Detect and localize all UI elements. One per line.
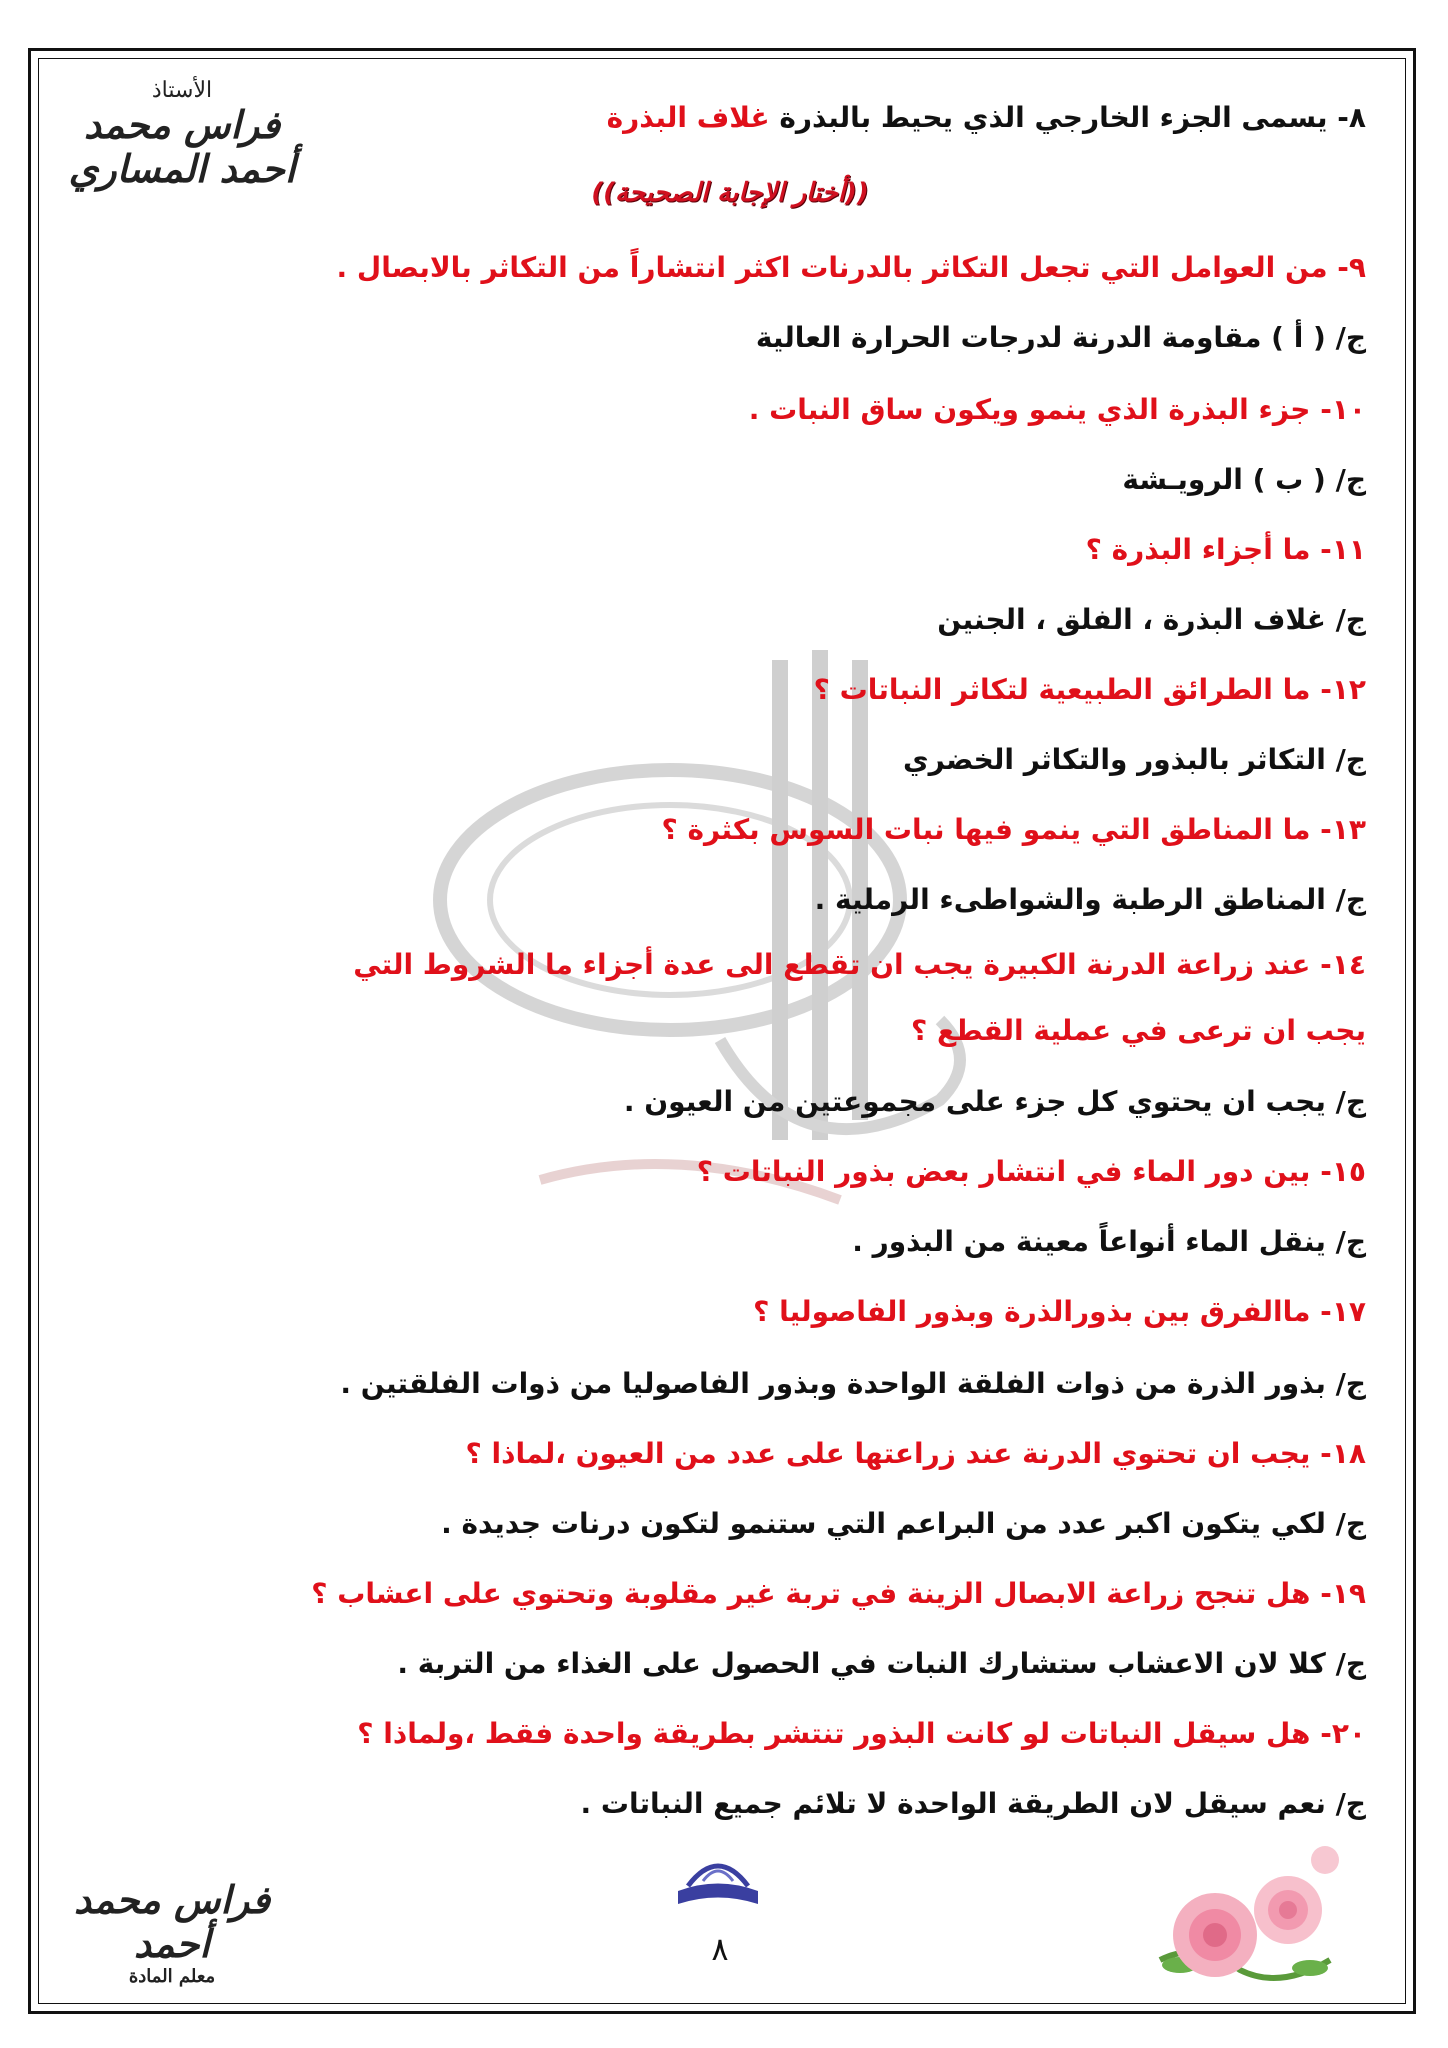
signature-bottom-role: معلم المادة xyxy=(128,1966,216,1987)
signature-top-title: الأستاذ xyxy=(151,78,213,103)
answer-13: ج/ المناطق الرطبة والشواطىء الرملية . xyxy=(814,883,1366,916)
question-8-text: ٨- يسمى الجزء الخارجي الذي يحيط بالبذرة xyxy=(769,101,1366,134)
question-14: ١٤- عند زراعة الدرنة الكبيرة يجب ان تقطع الى عدة أجزاء ما الشروط التي يجب ان ترعى في عملية القطع ؟ xyxy=(353,948,1366,1047)
question-20: ٢٠- هل سيقل النباتات لو كانت البذور تنتشر بطريقة واحدة فقط ،ولماذا ؟ xyxy=(357,1717,1366,1750)
signature-bottom-name: فراس محمد أحمد xyxy=(73,1877,271,1966)
question-19: ١٩- هل تنجح زراعة الابصال الزينة في تربة غير مقلوبة وتحتوي على اعشاب ؟ xyxy=(311,1577,1366,1610)
question-8 xyxy=(607,92,1366,144)
question-11: ١١- ما أجزاء البذرة ؟ xyxy=(1085,533,1366,566)
question-17: ١٧- ماالفرق بين بذورالذرة وبذور الفاصوليا ؟ xyxy=(753,1295,1366,1328)
answer-15: ج/ ينقل الماء أنواعاً معينة من البذور . xyxy=(852,1225,1366,1258)
answer-9: ج/ ( أ ) مقاومة الدرنة لدرجات الحرارة العالية xyxy=(755,321,1366,354)
answer-14: ج/ يجب ان يحتوي كل جزء على مجموعتين من العيون . xyxy=(623,1085,1366,1118)
answer-17: ج/ بذور الذرة من ذوات الفلقة الواحدة وبذور الفاصوليا من ذوات الفلقتين . xyxy=(340,1367,1366,1400)
roses-decoration-icon xyxy=(1140,1840,1350,2000)
question-13: ١٣- ما المناطق التي ينمو فيها نبات السوس بكثرة ؟ xyxy=(661,813,1366,846)
answer-18: ج/ لكي يتكون اكبر عدد من البراعم التي ستنمو لتكون درنات جديدة . xyxy=(441,1507,1366,1540)
instruction-heading: ((أختار الإجابة الصحيحة)) xyxy=(591,178,869,208)
signature-top xyxy=(62,78,302,191)
answer-12: ج/ التكاثر بالبذور والتكاثر الخضري xyxy=(903,743,1366,776)
question-8-answer: غلاف البذرة xyxy=(606,101,770,134)
answer-10: ج/ ( ب ) الرويـشة xyxy=(1122,463,1366,496)
book-logo-icon xyxy=(668,1836,768,1916)
question-9: ٩- من العوامل التي تجعل التكاثر بالدرنات اكثر انتشاراً من التكاثر بالابصال . xyxy=(336,251,1366,284)
page-number: ٨ xyxy=(711,1930,729,1968)
answer-20: ج/ نعم سيقل لان الطريقة الواحدة لا تلائم جميع النباتات . xyxy=(580,1787,1366,1820)
answer-11: ج/ غلاف البذرة ، الفلق ، الجنين xyxy=(937,603,1366,636)
signature-bottom xyxy=(62,1878,282,1987)
question-15: ١٥- بين دور الماء في انتشار بعض بذور النباتات ؟ xyxy=(696,1155,1366,1188)
signature-top-name: فراس محمد أحمد المساري xyxy=(68,102,296,191)
answer-19: ج/ كلا لان الاعشاب ستشارك النبات في الحصول على الغذاء من التربة . xyxy=(397,1647,1366,1680)
question-10: ١٠- جزء البذرة الذي ينمو ويكون ساق النبات . xyxy=(748,393,1366,426)
question-18: ١٨- يجب ان تحتوي الدرنة عند زراعتها على عدد من العيون ،لماذا ؟ xyxy=(465,1437,1366,1470)
question-12: ١٢- ما الطرائق الطبيعية لتكاثر النباتات ؟ xyxy=(813,673,1366,706)
